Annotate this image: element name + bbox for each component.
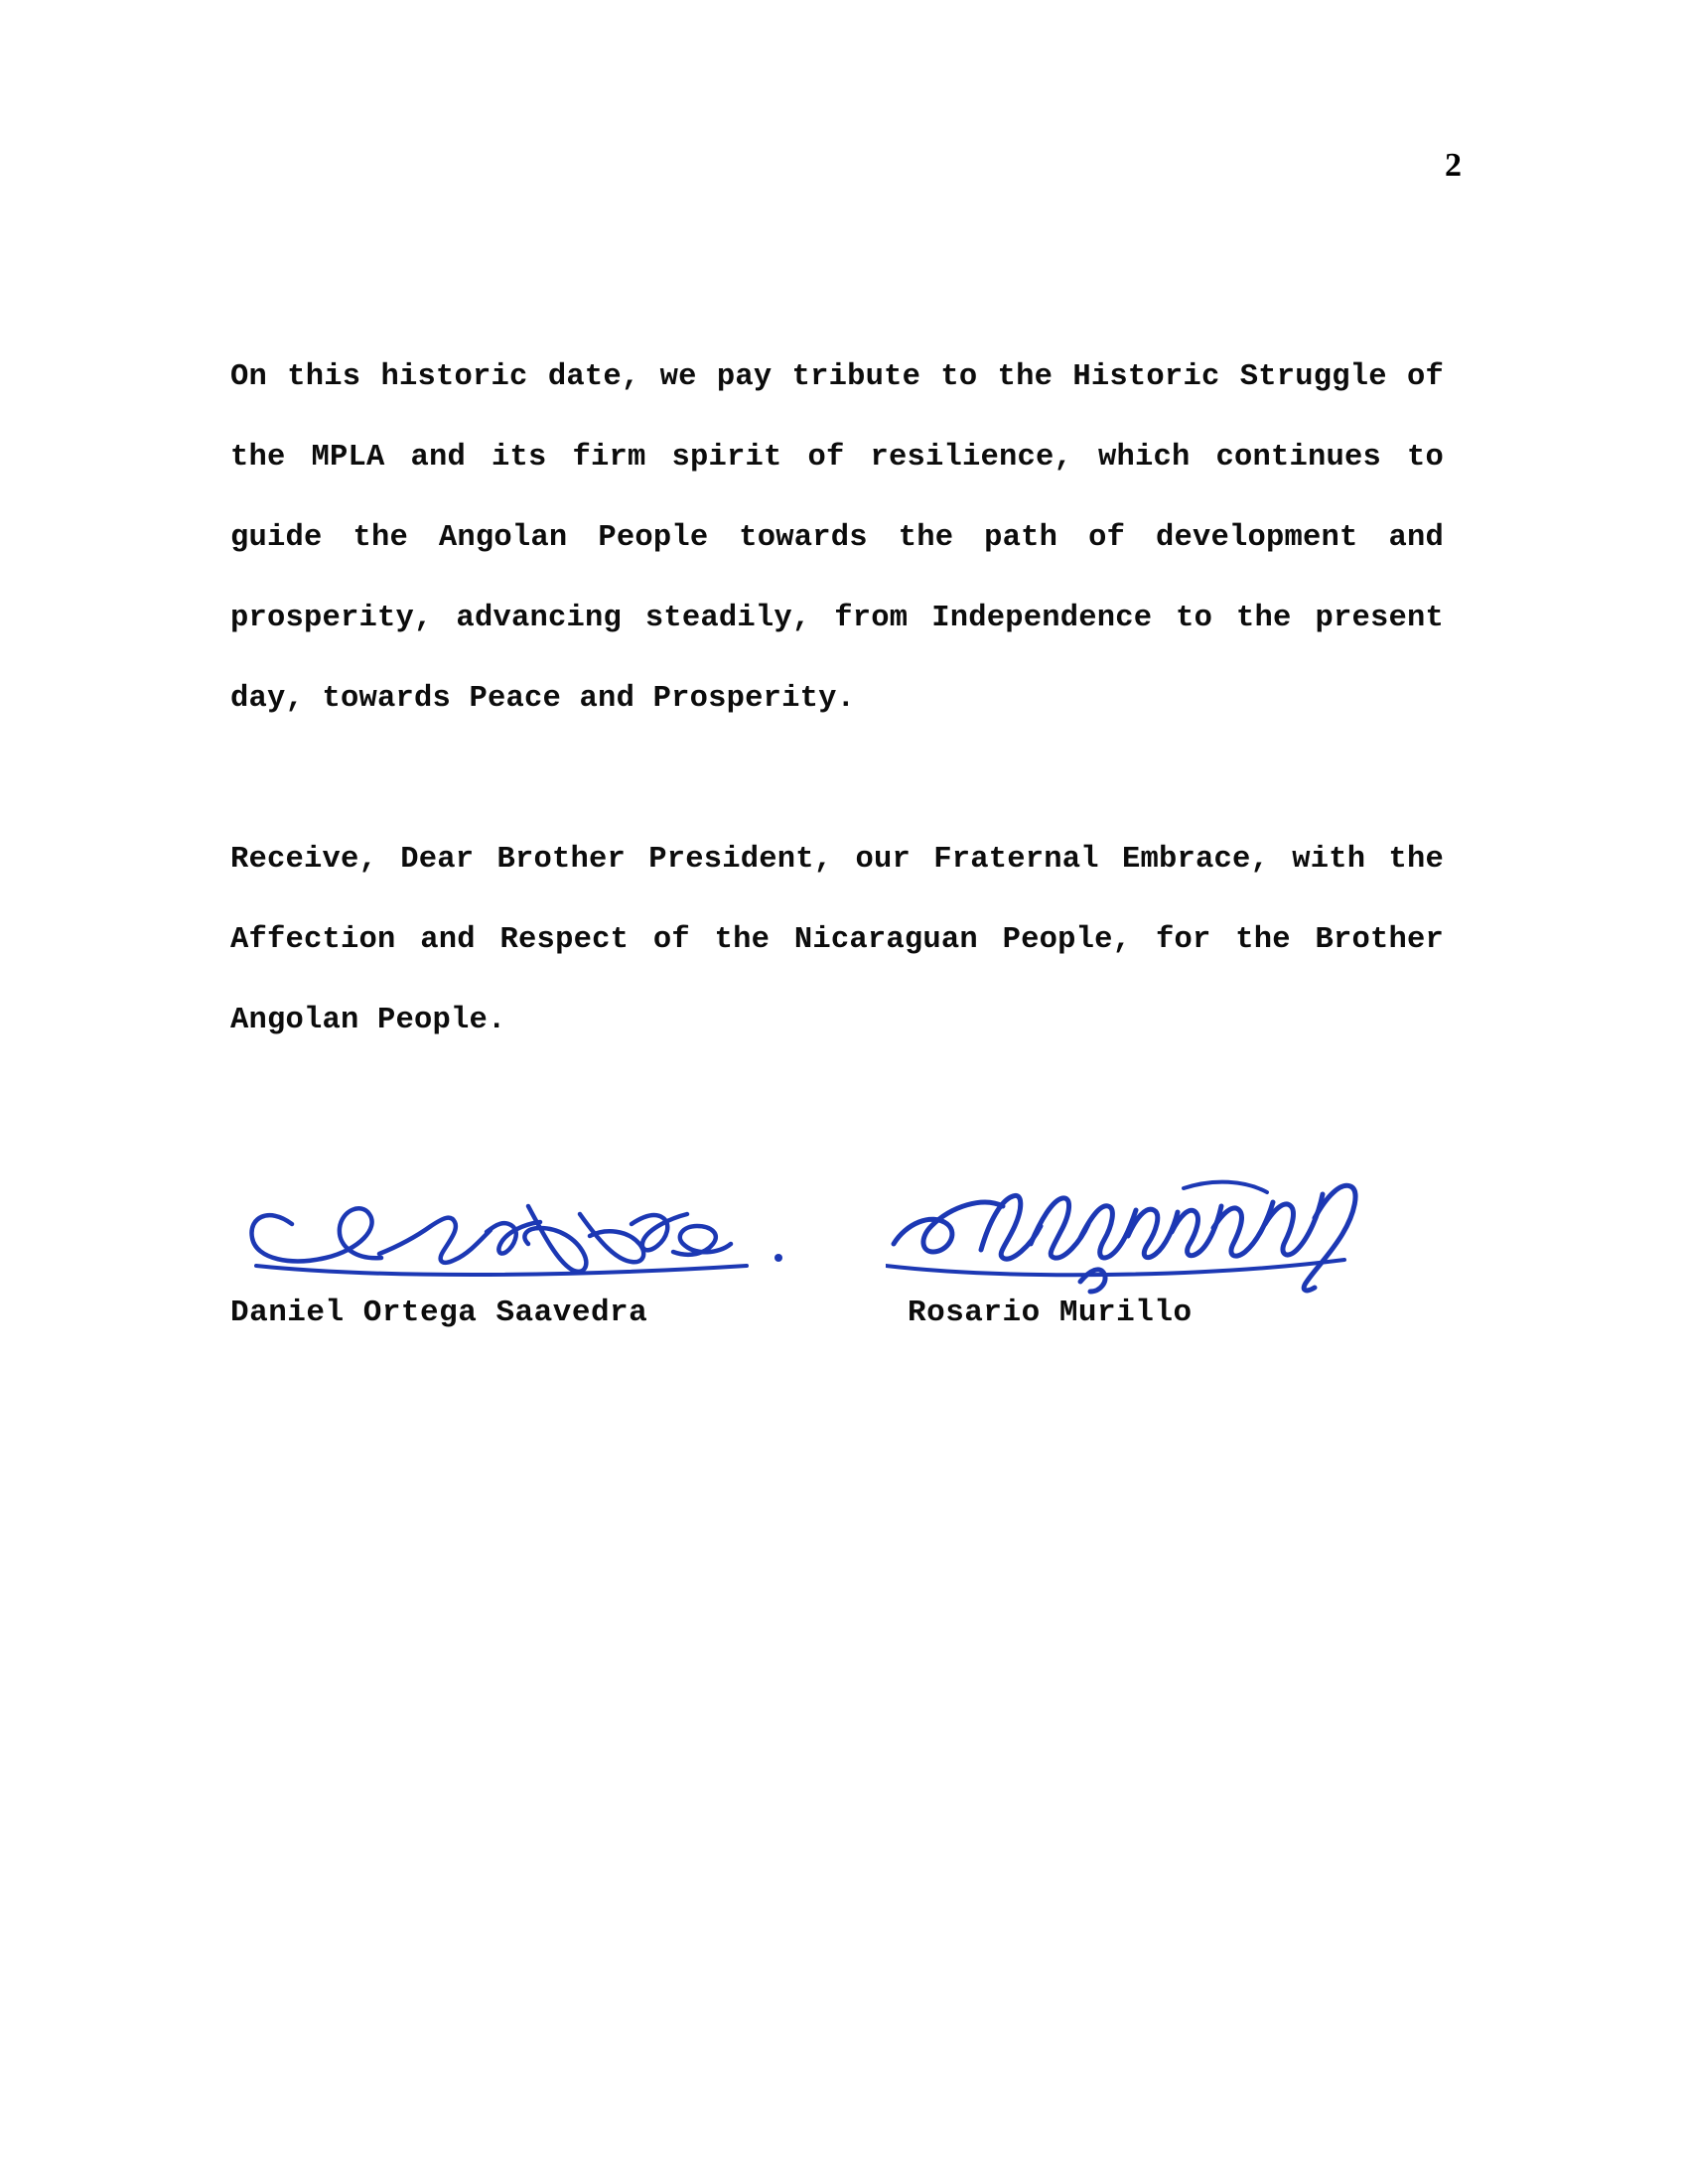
page-number: 2 bbox=[1445, 147, 1462, 184]
signatory-name-left: Daniel Ortega Saavedra bbox=[230, 1296, 648, 1330]
paragraph-2: Receive, Dear Brother President, our Fraternal Embrace, with the Affection and Respect of the Nicaraguan People, for the Brother Angolan People. bbox=[230, 843, 1444, 1037]
paragraph-1: On this historic date, we pay tribute to the Historic Struggle of the MPLA and its firm spirit of resilience, which continues to guide the Angolan People towards the path of development and prosperity, advancing steadily, from Independence to the present day, towards Peace and Prosperity. bbox=[230, 360, 1444, 716]
signature-entry-left bbox=[230, 1166, 876, 1330]
letter-body bbox=[230, 338, 1444, 1061]
signature-entry-right bbox=[886, 1166, 1462, 1330]
handwritten-signature-rosario-murillo-icon bbox=[886, 1166, 1462, 1296]
signatory-name-right: Rosario Murillo bbox=[908, 1296, 1193, 1330]
signature-block bbox=[230, 1166, 1462, 1385]
handwritten-signature-daniel-ortega-icon bbox=[230, 1166, 876, 1296]
